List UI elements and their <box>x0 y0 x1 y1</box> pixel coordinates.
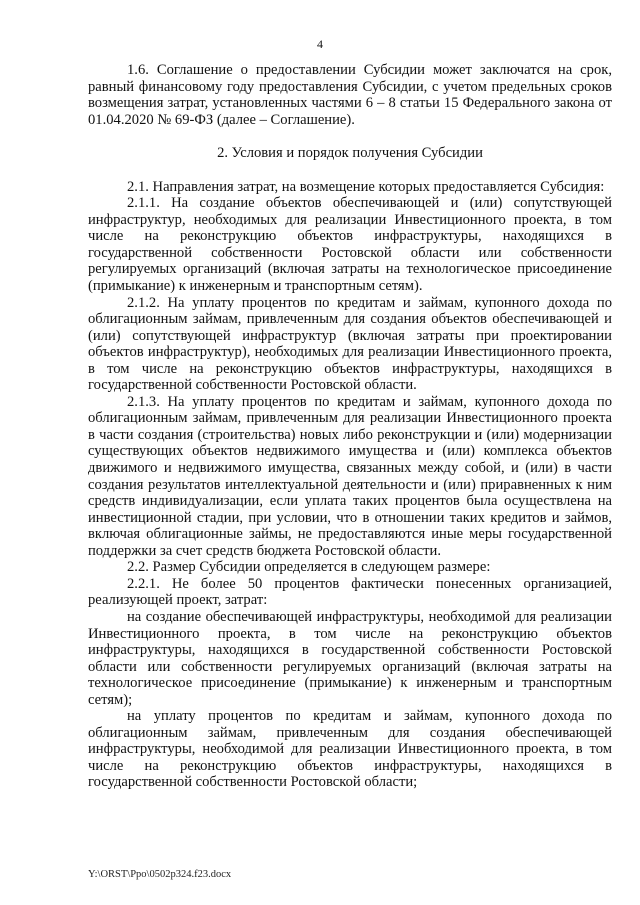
section-2-heading: 2. Условия и порядок получения Субсидии <box>217 145 483 162</box>
paragraph-2-1: 2.1. Направления затрат, на возмещение которых предоставляется Субсидия: <box>127 178 605 195</box>
paragraph-2-2-1: 2.2.1. Не более 50 процентов фактически понесенных организацией, реализующей проект, затрат: <box>88 575 612 609</box>
paragraph-2-1-3: 2.1.3. На уплату процентов по кредитам и займам, купонного дохода по облигационным займам, привлеченным для реализации Инвестиционного проекта в части создания (строительства) новых либо реконструкции и (или) модернизации существующих объектов недвижимого имущества и (или) комплекса объектов движимого и недвижимого имущества, связанных между собой, и (или) в части создания результатов интеллектуальной деятельности и (или) приравненных к ним средств индивидуализации, если уплата таких процентов была осуществлена на инвестиционной стадии, при условии, что в отношении таких кредитов и займов, включая облигационные займы, не предоставляются иные меры государственной поддержки за счет средств бюджета Ростовской области. <box>88 393 612 559</box>
paragraph-1-6: 1.6. Соглашение о предоставлении Субсидии может заключатся на срок, равный финансовому году предоставления Субсидии, с учетом предельных сроков возмещения затрат, установленных частями 6 – 8 статьи 15 Федерального закона от 01.04.2020 № 69-ФЗ (далее – Соглашение). <box>88 62 612 128</box>
page-number: 4 <box>317 37 323 51</box>
paragraph-2-2: 2.2. Размер Субсидии определяется в следующем размере: <box>127 559 491 576</box>
paragraph-2-1-2: 2.1.2. На уплату процентов по кредитам и займам, купонного дохода по облигационным займам, привлеченным для создания объектов обеспечивающей и (или) сопутствующей инфраструктур (включая затраты при проектировании объектов инфраструктур), необходимых для реализации Инвестиционного проекта, в том числе на реконструкцию объектов инфраструктуры, находящихся в государственной собственности Ростовской области. <box>88 294 612 394</box>
paragraph-2-2-1-item-a: на создание обеспечивающей инфраструктуры, необходимой для реализации Инвестиционного проекта, в том числе на реконструкцию объектов инфраструктуры, находящихся в государственной собственности Ростовской области или собственности регулируемых организаций (включая затраты на технологическое присоединение (примыкание) к инженерным и транспортным сетям); <box>88 608 612 708</box>
footer-file-path: Y:\ORST\Ppo\0502p324.f23.docx <box>88 869 232 880</box>
paragraph-2-2-1-item-b: на уплату процентов по кредитам и займам, купонного дохода по облигационным займам, привлеченным для создания обеспечивающей инфраструктуры, необходимой для реализации Инвестиционного проекта, в том числе на реконструкцию объектов инфраструктуры, находящихся в государственной собственности Ростовской области; <box>88 708 612 791</box>
paragraph-2-1-1: 2.1.1. На создание объектов обеспечивающей и (или) сопутствующей инфраструктур, необходимых для реализации Инвестиционного проекта, в том числе на реконструкцию объектов инфраструктуры, находящихся в государственной собственности Ростовской области или собственности регулируемых организаций (включая затраты на технологическое присоединение (примыкание) к инженерным и транспортным сетям). <box>88 195 612 295</box>
document-body <box>88 62 612 791</box>
